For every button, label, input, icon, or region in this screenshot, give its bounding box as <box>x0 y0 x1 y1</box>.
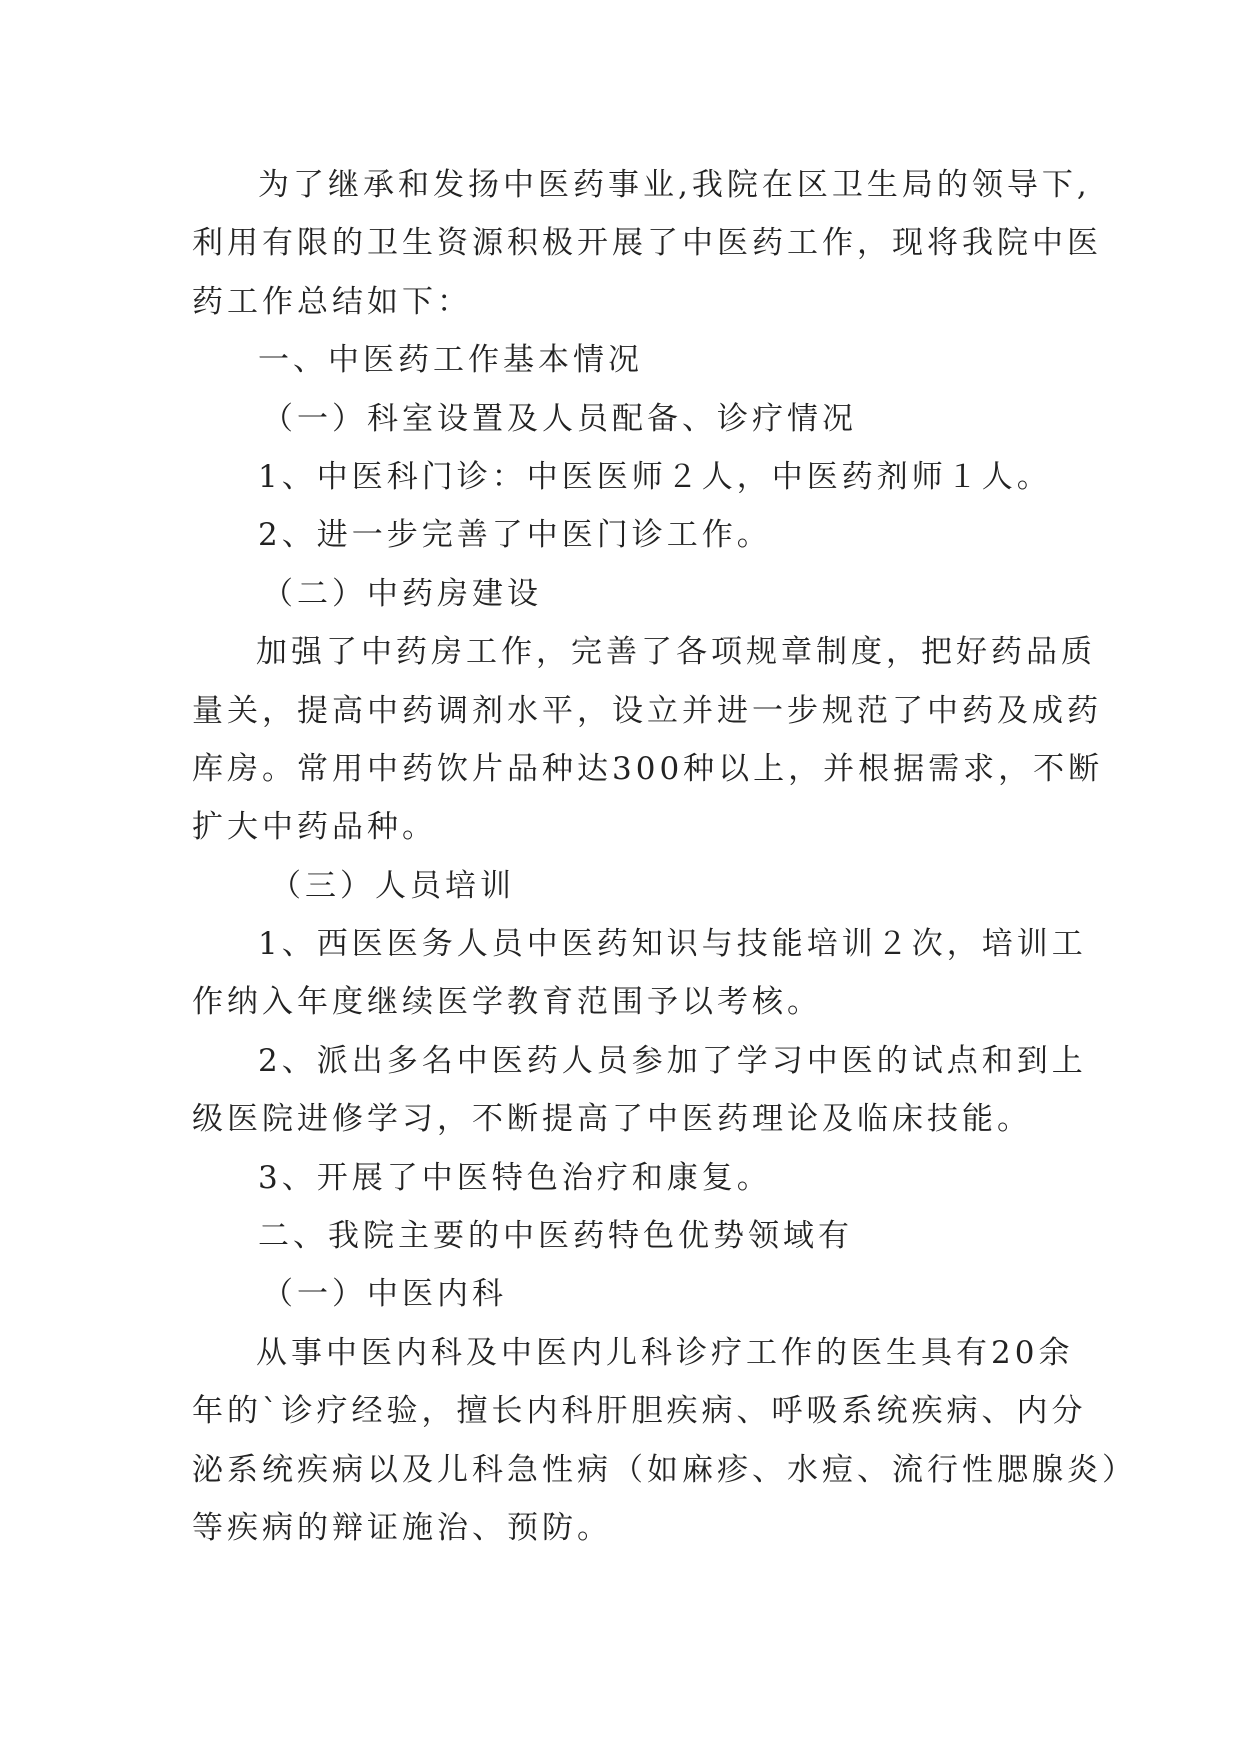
paragraph-line: 级医院进修学习，不断提高了中医药理论及临床技能。 <box>192 1101 1032 1138</box>
list-item: 1、中医科门诊：中医医师２人，中医药剂师１人。 <box>258 458 1052 495</box>
subsection-heading: （一）中医内科 <box>262 1276 507 1313</box>
list-item: 3、开展了中医特色治疗和康复。 <box>258 1159 772 1196</box>
paragraph-line: 从事中医内科及中医内儿科诊疗工作的医生具有20余 <box>256 1334 1074 1371</box>
list-item: 1、西医医务人员中医药知识与技能培训２次，培训工 <box>258 926 1087 963</box>
paragraph-line: 年的`诊疗经验，擅长内科肝胆疾病、呼吸系统疾病、内分 <box>192 1393 1087 1430</box>
paragraph-line: 加强了中药房工作，完善了各项规章制度，把好药品质 <box>256 634 1096 671</box>
list-item: 2、派出多名中医药人员参加了学习中医的试点和到上 <box>258 1042 1087 1079</box>
paragraph-line: 等疾病的辩证施治、预防。 <box>192 1509 612 1546</box>
section-heading: 二、我院主要的中医药特色优势领域有 <box>258 1218 853 1255</box>
document-body <box>192 156 1137 1557</box>
paragraph-line: 利用有限的卫生资源积极开展了中医药工作，现将我院中医 <box>192 225 1102 262</box>
subsection-heading: （三）人员培训 <box>270 867 515 904</box>
section-heading: 一、中医药工作基本情况 <box>258 342 643 379</box>
paragraph-line: 药工作总结如下： <box>192 283 472 320</box>
subsection-heading: （二）中药房建设 <box>262 575 542 612</box>
paragraph-line: 量关，提高中药调剂水平，设立并进一步规范了中药及成药 <box>192 692 1102 729</box>
paragraph-line: 为了继承和发扬中医药事业,我院在区卫生局的领导下, <box>258 167 1091 203</box>
subsection-heading: （一）科室设置及人员配备、诊疗情况 <box>262 400 857 437</box>
paragraph-line: 扩大中药品种。 <box>192 809 437 846</box>
list-item: 2、进一步完善了中医门诊工作。 <box>258 517 772 554</box>
paragraph-line: 泌系统疾病以及儿科急性病（如麻疹、水痘、流行性腮腺炎） <box>192 1451 1137 1488</box>
paragraph-line: 库房。常用中药饮片品种达300种以上，并根据需求，不断 <box>192 750 1104 787</box>
paragraph-line: 作纳入年度继续医学教育范围予以考核。 <box>192 984 822 1021</box>
